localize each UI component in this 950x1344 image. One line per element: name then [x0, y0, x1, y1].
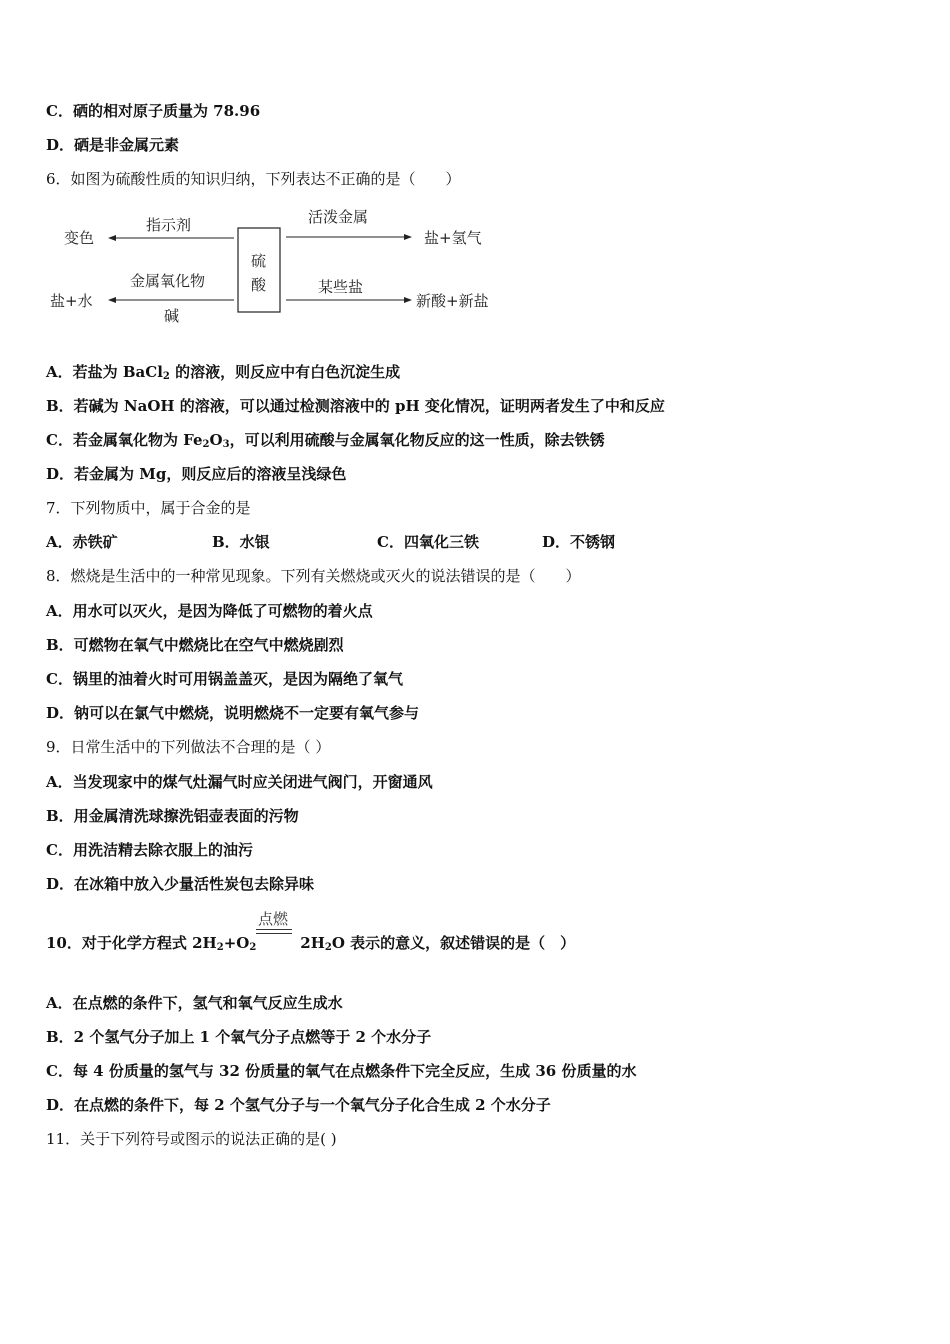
- q10-option-d: D．在点燃的条件下，每 2 个氢气分子与一个氧气分子化合生成 2 个水分子: [46, 1096, 551, 1114]
- q8-option-d: D．钠可以在氯气中燃烧，说明燃烧不一定要有氧气参与: [46, 704, 420, 722]
- center-bottom-text: 酸: [251, 276, 267, 294]
- q6-option-a: A．若盐为 BaCl$_2$ 的溶液，则反应中有白色沉淀生成: [46, 363, 401, 382]
- q7-option-d: D．不锈钢: [542, 533, 616, 551]
- option-d-selenium: D．硒是非金属元素: [46, 136, 180, 154]
- reaction-condition: 点燃: [258, 910, 289, 928]
- q10-option-b: B．2 个氢气分子加上 1 个氧气分子点燃等于 2 个水分子: [46, 1028, 432, 1046]
- salt-result: 新酸+新盐: [416, 292, 489, 310]
- q7-options: [46, 532, 686, 552]
- active-metal-label: 活泼金属: [308, 208, 369, 226]
- q6-option-b: B．若碱为 NaOH 的溶液，可以通过检测溶液中的 pH 变化情况，证明两者发生了中和反应: [46, 397, 665, 415]
- question-11: 11．关于下列符号或图示的说法正确的是( ): [46, 1130, 337, 1148]
- metal-oxide-label: 金属氧化物: [130, 272, 206, 290]
- q6-option-c: C．若金属氧化物为 $Fe_2O_3$，可以利用硫酸与金属氧化物反应的这一性质，除去铁锈: [46, 431, 605, 450]
- center-box: [238, 228, 280, 312]
- q7-option-a: A．赤铁矿: [46, 533, 118, 551]
- q6-option-d: D．若金属为 Mg，则反应后的溶液呈浅绿色: [46, 465, 347, 483]
- active-metal-result: 盐+氢气: [424, 229, 482, 247]
- q9-option-b: B．用金属清洗球擦洗铝壶表面的污物: [46, 807, 299, 825]
- q10-option-a: A．在点燃的条件下，氢气和氧气反应生成水: [46, 994, 343, 1012]
- q9-option-d: D．在冰箱中放入少量活性炭包去除异味: [46, 875, 315, 893]
- q10-option-c: C．每 4 份质量的氢气与 32 份质量的氧气在点燃条件下完全反应，生成 36 份质量的水: [46, 1062, 637, 1080]
- q9-option-c: C．用洗洁精去除衣服上的油污: [46, 841, 253, 859]
- base-label: 碱: [164, 307, 180, 325]
- sulfuric-acid-diagram: [46, 200, 516, 330]
- center-top-text: 硫: [251, 252, 267, 270]
- question-7: 7．下列物质中，属于合金的是: [46, 499, 251, 517]
- q8-option-c: C．锅里的油着火时可用锅盖盖灭，是因为隔绝了氧气: [46, 670, 403, 688]
- metal-oxide-result: 盐+水: [50, 292, 93, 310]
- indicator-result: 变色: [64, 229, 95, 247]
- indicator-label: 指示剂: [146, 216, 192, 234]
- q7-option-b: B．水银: [212, 533, 270, 551]
- q7-option-c: C．四氧化三铁: [377, 533, 479, 551]
- option-c-selenium: C．硒的相对原子质量为 78.96: [46, 102, 261, 120]
- equals-bar: [256, 929, 292, 934]
- question-10: 10．对于化学方程式 $2H_2+O_2$ $2H_2O$ 表示的意义，叙述错误的是（ ）: [46, 934, 576, 953]
- q8-option-b: B．可燃物在氧气中燃烧比在空气中燃烧剧烈: [46, 636, 344, 654]
- question-8: 8．燃烧是生活中的一种常见现象。下列有关燃烧或灭火的说法错误的是（ ）: [46, 567, 581, 585]
- question-6: 6．如图为硫酸性质的知识归纳，下列表达不正确的是（ ）: [46, 170, 461, 188]
- question-9: 9．日常生活中的下列做法不合理的是（ ）: [46, 738, 331, 756]
- q8-option-a: A．用水可以灭火，是因为降低了可燃物的着火点: [46, 602, 373, 620]
- q9-option-a: A．当发现家中的煤气灶漏气时应关闭进气阀门，开窗通风: [46, 773, 433, 791]
- salt-label: 某些盐: [318, 278, 364, 296]
